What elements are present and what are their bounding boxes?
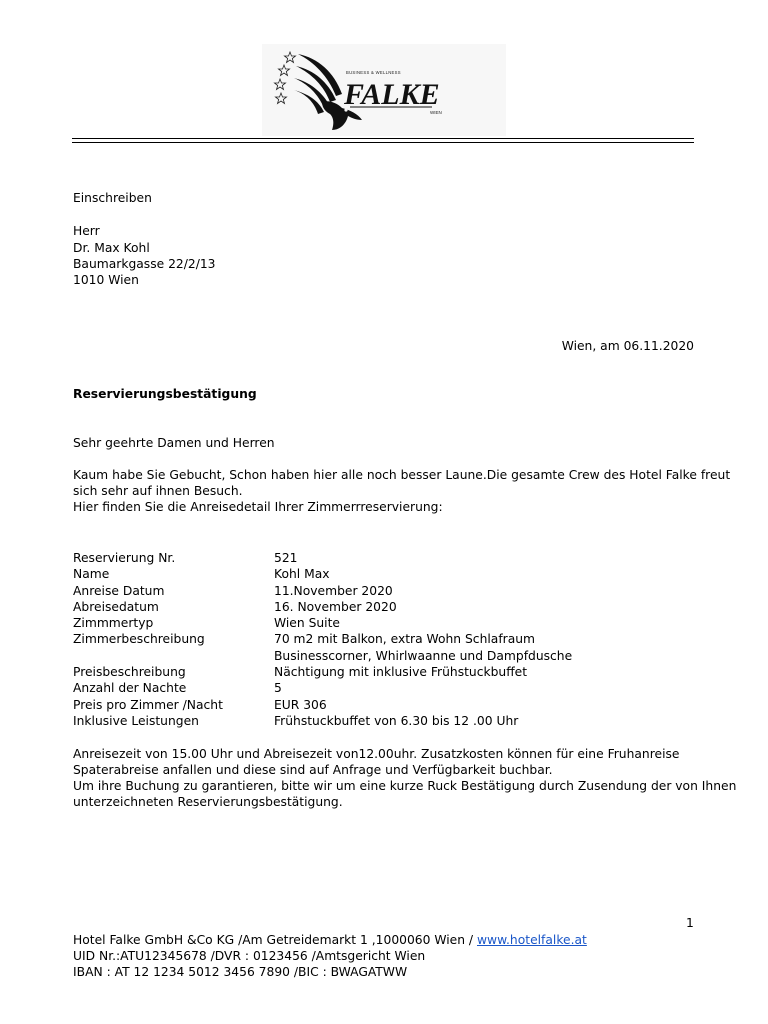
detail-row (73, 713, 633, 729)
detail-label: Anreise Datum (73, 583, 165, 598)
footer-company-text: Hotel Falke GmbH &Co KG /Am Getreidemarkt 1 ,1000060 Wien / (73, 933, 477, 947)
detail-row (73, 648, 633, 664)
detail-label: Abreisedatum (73, 599, 159, 614)
detail-label: Anzahl der Nachte (73, 681, 187, 696)
detail-label: Inklusive Leistungen (73, 713, 199, 728)
header-divider (72, 138, 694, 139)
footer-line-company (73, 932, 587, 948)
closing-line: unterzeichneten Reservierungsbestätigung. (73, 795, 343, 809)
detail-row (73, 680, 633, 696)
detail-value: 11.November 2020 (274, 583, 393, 598)
detail-value: Nächtigung mit inklusive Frühstuckbuffet (274, 665, 528, 680)
detail-value: 70 m2 mit Balkon, extra Wohn Schlafraum (274, 632, 536, 647)
detail-row (73, 615, 633, 631)
place-date: Wien, am 06.11.2020 (561, 339, 694, 353)
website-link[interactable]: www.hotelfalke.at (476, 933, 587, 947)
logo-tagline: BUSINESS & WELLNESS (346, 70, 401, 75)
detail-row (73, 664, 633, 680)
recipient-street: Baumarkgasse 22/2/13 (73, 257, 216, 271)
detail-row (73, 599, 633, 615)
intro-paragraph (73, 467, 731, 515)
letter-subject: Reservierungsbestätigung (73, 387, 257, 401)
header-divider (72, 142, 694, 143)
footer-line-iban: IBAN : AT 12 1234 5012 3456 7890 /BIC : BWAGATWW (73, 965, 408, 979)
intro-line: Kaum habe Sie Gebucht, Schon haben hier alle noch besser Laune.Die gesamte Crew des Hotel Falke freut (73, 468, 731, 482)
detail-label: Zimmmertyp (73, 616, 154, 631)
detail-value: 16. November 2020 (274, 599, 397, 614)
detail-row (73, 566, 633, 582)
detail-row (73, 697, 633, 713)
detail-label: Name (73, 567, 110, 582)
intro-line: Hier finden Sie die Anreisedetail Ihrer Zimmerrreservierung: (73, 500, 443, 514)
logo-city: WIEN (430, 110, 442, 115)
detail-value: Wien Suite (274, 616, 340, 631)
closing-line: Um ihre Buchung zu garantieren, bitte wir um eine kurze Ruck Bestätigung durch Zusendung der von Ihnen (73, 779, 737, 793)
detail-value: Kohl Max (274, 567, 330, 582)
recipient-city: 1010 Wien (73, 273, 139, 287)
recipient-name: Dr. Max Kohl (73, 241, 150, 255)
footer (73, 932, 587, 980)
intro-line: sich sehr auf ihnen Besuch. (73, 484, 243, 498)
detail-value: EUR 306 (274, 697, 327, 712)
reservation-details (73, 550, 633, 729)
closing-paragraph (73, 746, 737, 810)
hotel-falke-logo (262, 44, 506, 136)
greeting: Sehr geehrte Damen und Herren (73, 436, 275, 450)
detail-label: Zimmerbeschreibung (73, 632, 205, 647)
page-number: 1 (686, 916, 694, 930)
detail-label: Preis pro Zimmer /Nacht (73, 697, 223, 712)
logo-brand: FALKE (344, 78, 440, 111)
detail-value: 521 (274, 551, 298, 565)
recipient-salutation: Herr (73, 224, 100, 238)
detail-value: 5 (274, 681, 282, 696)
delivery-type: Einschreiben (73, 191, 152, 205)
footer-line-uid: UID Nr.:ATU12345678 /DVR : 0123456 /Amtsgericht Wien (73, 949, 426, 963)
detail-row (73, 583, 633, 599)
closing-line: Spaterabreise anfallen und diese sind auf Anfrage und Verfügbarkeit buchbar. (73, 763, 553, 777)
detail-row (73, 550, 633, 566)
closing-line: Anreisezeit von 15.00 Uhr und Abreisezeit von12.00uhr. Zusatzkosten können für eine Fruhanreise (73, 747, 680, 761)
detail-value: Businesscorner, Whirlwaanne und Dampfdusche (274, 648, 573, 663)
detail-row (73, 631, 633, 647)
detail-label: Reservierung Nr. (73, 551, 176, 565)
detail-label: Preisbeschreibung (73, 665, 186, 680)
detail-value: Frühstuckbuffet von 6.30 bis 12 .00 Uhr (274, 713, 519, 728)
